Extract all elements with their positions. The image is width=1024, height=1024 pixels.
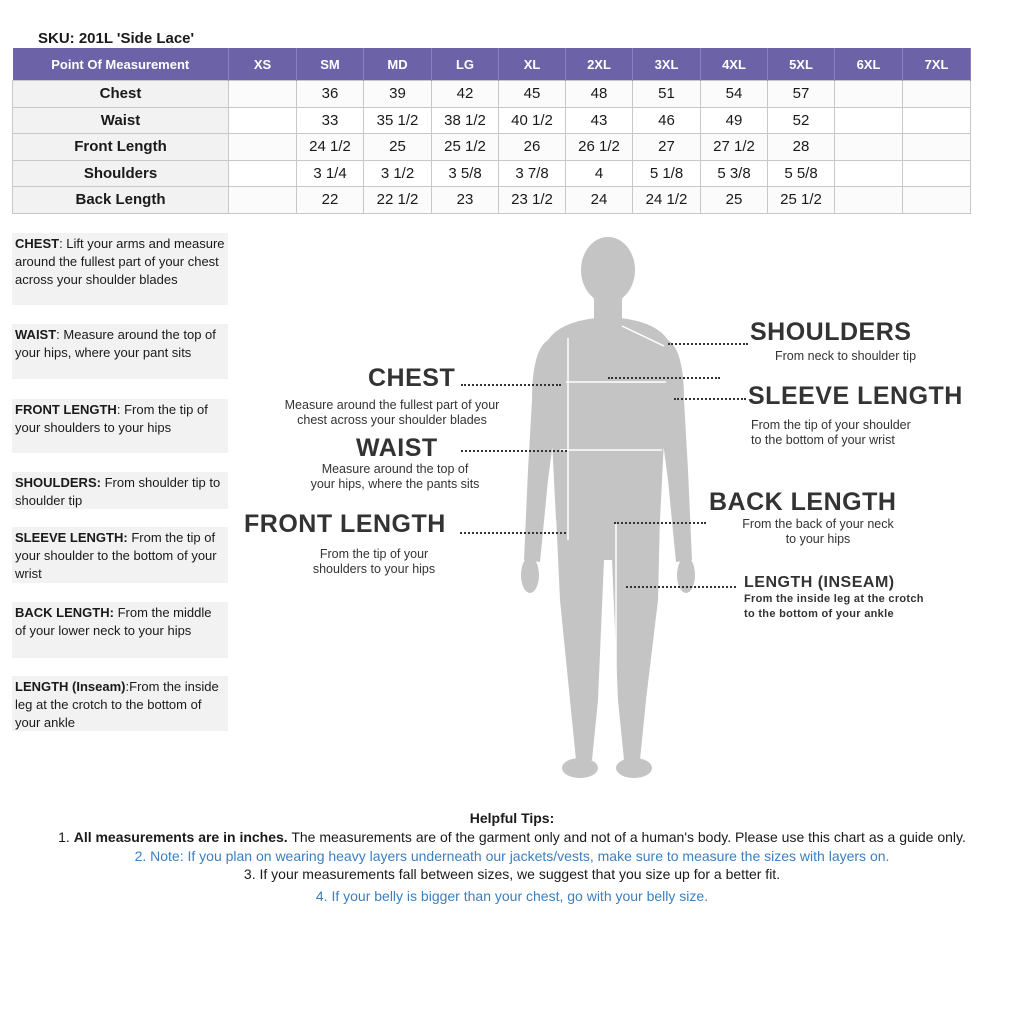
table-cell: 22 1/2 [364,187,432,214]
header-size: 7XL [903,48,971,81]
waist-label: WAIST [356,434,438,462]
table-cell: 22 [297,187,364,214]
table-cell: 40 1/2 [499,107,566,134]
definition-separator: : [56,327,64,342]
table-cell: 5 3/8 [701,160,768,187]
waist-description: Measure around the top of your hips, where the pants sits [310,462,480,491]
table-cell: 26 [499,134,566,161]
sleeve-length-description: From the tip of your shoulder to the bottom of your wrist [751,418,911,447]
back-length-description: From the back of your neck to your hips [742,517,894,546]
tip-4: 4. If your belly is bigger than your chest, go with your belly size. [315,888,709,904]
table-cell: 24 1/2 [297,134,364,161]
table-cell: 5 5/8 [768,160,835,187]
table-cell: 57 [768,81,835,108]
sleeve-length-pointer [674,398,746,400]
header-size: 3XL [633,48,701,81]
back-length-label: BACK LENGTH [709,488,897,516]
row-label: Back Length [13,187,229,214]
table-cell: 33 [297,107,364,134]
chest-label: CHEST [368,364,456,392]
table-cell: 24 [566,187,633,214]
header-size: 4XL [701,48,768,81]
table-cell: 27 [633,134,701,161]
definition-separator: : [125,679,130,694]
header-size: SM [297,48,364,81]
chest-description: Measure around the fullest part of your chest across your shoulder blades [284,398,500,427]
table-cell: 3 1/4 [297,160,364,187]
header-size: 5XL [768,48,835,81]
header-size: XL [499,48,566,81]
table-cell: 26 1/2 [566,134,633,161]
table-cell: 39 [364,81,432,108]
definition-text: From the tip of your shoulders to your hips [15,402,208,435]
table-cell: 43 [566,107,633,134]
header-size: 2XL [566,48,633,81]
table-cell: 3 1/2 [364,160,432,187]
tip-3: 3. If your measurements fall between sizes, we suggest that you size up for a better fit. [243,866,781,882]
row-label: Shoulders [13,160,229,187]
row-label: Front Length [13,134,229,161]
front-length-description: From the tip of your shoulders to your hips [312,547,436,576]
definition-text: Measure around the top of your hips, where your pant sits [15,327,216,360]
table-cell: 27 1/2 [701,134,768,161]
row-label: Chest [13,81,229,108]
chest-pointer [461,384,561,386]
header-size: XS [229,48,297,81]
table-cell: 51 [633,81,701,108]
table-cell: 3 7/8 [499,160,566,187]
inseam-pointer [626,586,736,588]
header-point-of-measurement: Point Of Measurement [13,48,229,81]
definition-term: CHEST [15,236,60,251]
table-cell: 4 [566,160,633,187]
shoulders-description: From neck to shoulder tip [775,349,917,363]
header-size: LG [432,48,499,81]
table-cell: 5 1/8 [633,160,701,187]
front-length-pointer [460,532,566,534]
table-cell: 3 5/8 [432,160,499,187]
table-cell: 38 1/2 [432,107,499,134]
definition-term: SLEEVE LENGTH: [15,530,128,545]
definition-term: WAIST [15,327,57,342]
table-cell: 45 [499,81,566,108]
table-cell: 54 [701,81,768,108]
table-cell: 23 1/2 [499,187,566,214]
sleeve-length-label: SLEEVE LENGTH [748,382,963,410]
definition-term: BACK LENGTH: [15,605,114,620]
waist-pointer [461,450,567,452]
shoulders-label: SHOULDERS [750,318,912,346]
table-cell: 25 1/2 [768,187,835,214]
chest-pointer-right [608,377,720,379]
tip-2: 2. Note: If you plan on wearing heavy layers underneath our jackets/vests, make sure to measure the sizes with layers on. [134,848,890,864]
definition-term: LENGTH (Inseam) [15,679,126,694]
table-cell: 24 1/2 [633,187,701,214]
table-cell: 25 1/2 [432,134,499,161]
back-length-pointer [614,522,706,524]
shoulders-pointer [668,343,748,345]
definition-separator: : [116,402,125,417]
front-length-label: FRONT LENGTH [244,510,446,538]
definition-text: Lift your arms and measure around the fullest part of your chest across your shoulder blades [15,236,225,287]
table-cell: 36 [297,81,364,108]
table-cell: 23 [432,187,499,214]
header-size: MD [364,48,432,81]
sku-title: SKU: 201L 'Side Lace' [38,30,195,47]
table-cell: 35 1/2 [364,107,432,134]
inseam-label: LENGTH (INSEAM) [744,574,895,591]
definition-separator: : [59,236,67,251]
definition-term: FRONT LENGTH [15,402,117,417]
definition-text: From the tip of your shoulder to the bottom of your wrist [15,530,217,581]
inseam-description: From the inside leg at the crotch to the bottom of your ankle [744,593,924,620]
table-cell: 25 [701,187,768,214]
table-cell: 25 [364,134,432,161]
table-cell: 28 [768,134,835,161]
definition-text: From the inside leg at the crotch to the bottom of your ankle [15,679,219,730]
row-label: Waist [13,107,229,134]
table-cell: 49 [701,107,768,134]
header-size: 6XL [835,48,903,81]
tips-title: Helpful Tips: [469,810,555,826]
tip-1: 1. All measurements are in inches. The measurements are of the garment only and not of a human's body. Please use this chart as a guide only. [58,829,966,845]
table-cell: 52 [768,107,835,134]
definition-text: From the middle of your lower neck to your hips [15,605,212,638]
definition-term: SHOULDERS: [15,475,101,490]
definition-text: From shoulder tip to shoulder tip [15,475,221,508]
table-cell: 48 [566,81,633,108]
table-cell: 42 [432,81,499,108]
table-cell: 46 [633,107,701,134]
